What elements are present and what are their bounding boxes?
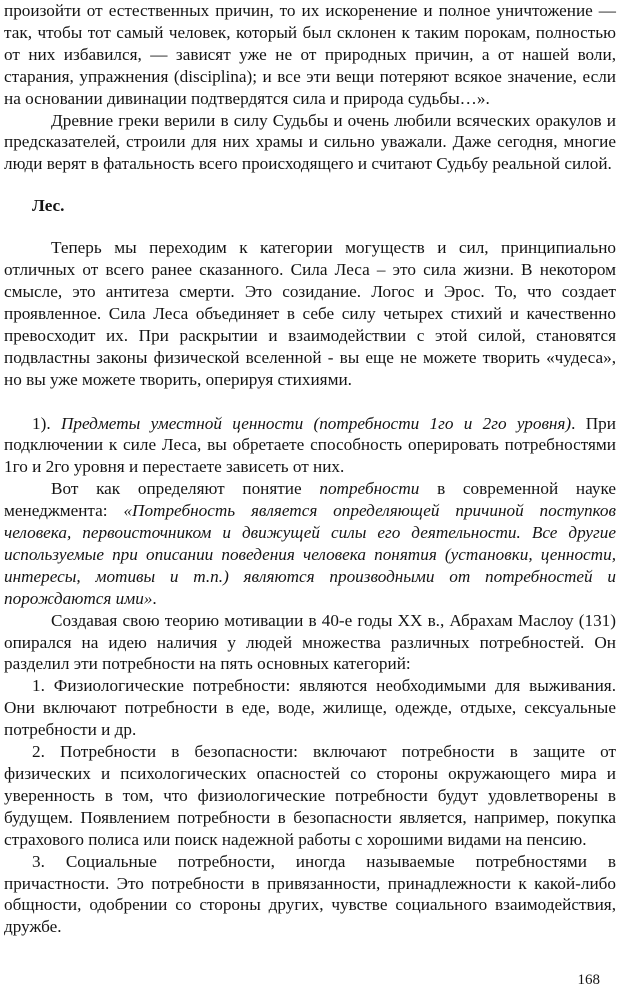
text-run: в современной науке менеджмента: (4, 479, 616, 521)
section-heading: Лес. (32, 196, 65, 216)
paragraph-greeks: Древние греки верили в силу Судьбы и очень любили всяческих оракулов и предсказателей, строили для них храмы и сильно уважали. Даже сегодня, многие люди верят в фатальность всего происходящего и считают Судьбу реальной силой. (4, 110, 616, 174)
paragraph-physiological: 1. Физиологические потребности: являются необходимыми для выживания. Они включают потребности в еде, воде, жилище, одежде, отдыхе, сексуальные потребности и др. (4, 676, 616, 740)
paragraph-needs-definition (4, 478, 616, 609)
paragraph-maslow: Создавая свою теорию мотивации в 40-е годы XX в., Абрахам Маслоу (131) опирался на идею наличия у людей множества различных потребностей. Он разделил эти потребности на пять основных категорий: (4, 610, 616, 674)
page-body (4, 0, 616, 938)
spacer (4, 391, 616, 413)
paragraph-social: 3. Социальные потребности, иногда называемые потребностями в причастности. Это потребности в привязанности, принадлежности к какой-либо общности, одобрении со стороны других, чувстве социального взаимодействия, дружбе. (4, 851, 616, 937)
paragraph-forest-power: Теперь мы переходим к категории могуществ и сил, принципиально отличных от всего ранее сказанного. Сила Леса – это сила жизни. В некотором смысле, это антитеза смерти. Это созидание. Логос и Эрос. То, что создает проявленное. Сила Леса объединяет в себе силу четырех стихий и качественно превосходит их. При раскрытии и взаимодействии с этой силой, становятся подвластны законы физической вселенной - вы еще не можете творить «чудеса», но вы уже можете творить, оперируя стихиями. (4, 238, 616, 389)
paragraph-divination-quote: произойти от естественных причин, то их искоренение и полное уничтожение — так, чтобы тот самый человек, который был склонен к таким порокам, полностью от них избавился, — зависят уже не от природных причин, а от нашей воли, старания, упражнения (disciplina); и все эти вещи потеряют всякое значение, если на основании дивинации подтвердятся сила и природа судьбы…». (4, 1, 616, 108)
item-text: . При подключении к силе Леса, вы обретаете способность оперировать потребностями 1го и 2го уровня и перестаете зависеть от них. (4, 413, 616, 477)
paragraph-safety: 2. Потребности в безопасности: включают потребности в защите от физических и психологических опасностей со стороны окружающего мира и уверенность в том, что физиологические потребности будут удовлетворены в будущем. Появлением потребности в безопасности является, например, покупка страхового полиса или поиск надежной работы с хорошими видами на пенсию. (4, 742, 616, 849)
item-title: Предметы уместной ценности (потребности 1го и 2го уровня) (60, 413, 572, 433)
emphasis-run: потребности (319, 479, 420, 499)
text-run: . (152, 588, 157, 608)
spacer (4, 175, 616, 195)
text-run: Вот как определяют понятие (51, 479, 320, 499)
page-number: 168 (577, 972, 600, 988)
spacer (4, 217, 616, 237)
item-number: 1). (32, 413, 61, 433)
paragraph-item-1 (4, 413, 616, 479)
quote-run: «Потребность является определяющей причиной поступков человека, первоисточником и движущей силы его деятельности. Все другие используемые при описании поведения человека понятия (установки, ценности, интересы, мотивы и т.п.) являются производными от потребностей и порождаются ими» (4, 501, 616, 608)
